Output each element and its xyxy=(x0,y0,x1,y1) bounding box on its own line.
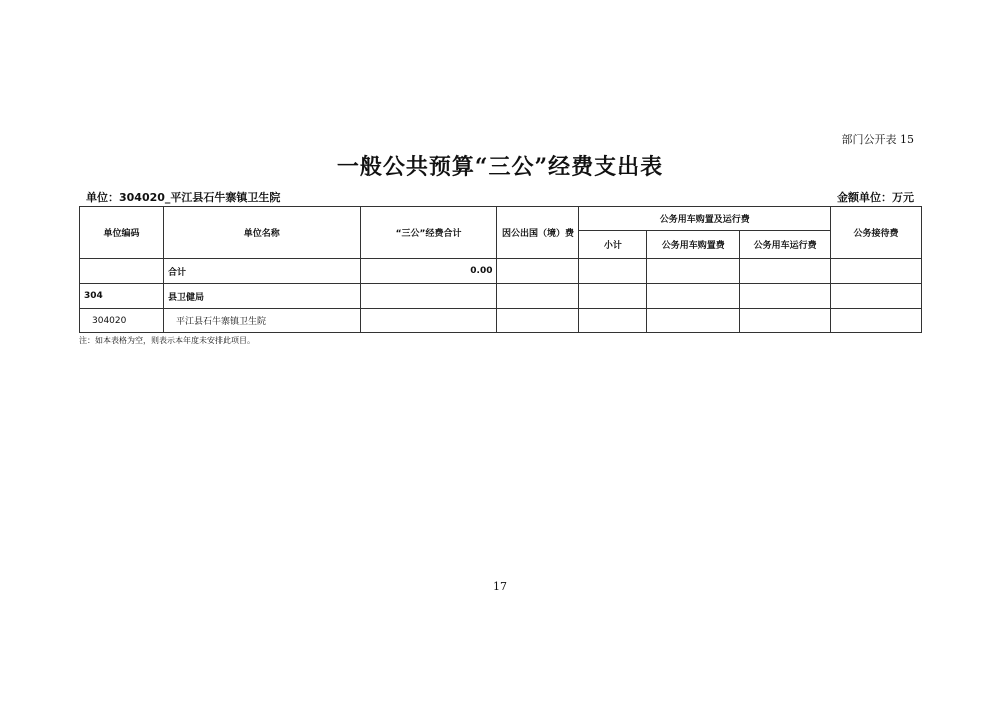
page-number: 17 xyxy=(493,580,507,593)
cell-subtotal xyxy=(579,284,647,309)
header-name: 单位名称 xyxy=(163,207,360,259)
header-vehicle-purchase: 公务用车购置费 xyxy=(647,231,740,259)
table-row xyxy=(80,284,922,309)
document-code: 部门公开表 15 xyxy=(841,133,914,146)
cell-name: 县卫健局 xyxy=(163,284,360,309)
cell-reception xyxy=(831,309,922,333)
cell-code xyxy=(80,259,164,284)
cell-total xyxy=(360,284,497,309)
table-row xyxy=(80,309,922,333)
cell-total xyxy=(360,309,497,333)
cell-name: 合计 xyxy=(163,259,360,284)
expense-table xyxy=(79,206,922,333)
header-row-1 xyxy=(80,207,922,231)
header-code: 单位编码 xyxy=(80,207,164,259)
header-abroad: 因公出国（境）费 xyxy=(497,207,579,259)
cell-vehicle-operation xyxy=(740,259,831,284)
header-vehicle-group: 公务用车购置及运行费 xyxy=(579,207,831,231)
cell-vehicle-operation xyxy=(740,309,831,333)
cell-code: 304020 xyxy=(80,309,164,333)
cell-vehicle-purchase xyxy=(647,284,740,309)
cell-name: 平江县石牛寨镇卫生院 xyxy=(163,309,360,333)
cell-vehicle-operation xyxy=(740,284,831,309)
cell-abroad xyxy=(497,309,579,333)
cell-abroad xyxy=(497,284,579,309)
cell-subtotal xyxy=(579,259,647,284)
header-vehicle-operation: 公务用车运行费 xyxy=(740,231,831,259)
cell-abroad xyxy=(497,259,579,284)
cell-reception xyxy=(831,259,922,284)
header-total: “三公”经费合计 xyxy=(360,207,497,259)
amount-unit-label: 金额单位：万元 xyxy=(837,191,914,204)
table-row xyxy=(80,259,922,284)
cell-vehicle-purchase xyxy=(647,259,740,284)
cell-subtotal xyxy=(579,309,647,333)
cell-reception xyxy=(831,284,922,309)
unit-label: 单位：304020_平江县石牛寨镇卫生院 xyxy=(86,191,281,204)
table-note: 注：如本表格为空，则表示本年度未安排此项目。 xyxy=(79,336,255,345)
cell-vehicle-purchase xyxy=(647,309,740,333)
cell-code: 304 xyxy=(80,284,164,309)
header-subtotal: 小计 xyxy=(579,231,647,259)
header-reception: 公务接待费 xyxy=(831,207,922,259)
cell-total: 0.00 xyxy=(360,259,497,284)
page-title: 一般公共预算“三公”经费支出表 xyxy=(336,154,664,180)
